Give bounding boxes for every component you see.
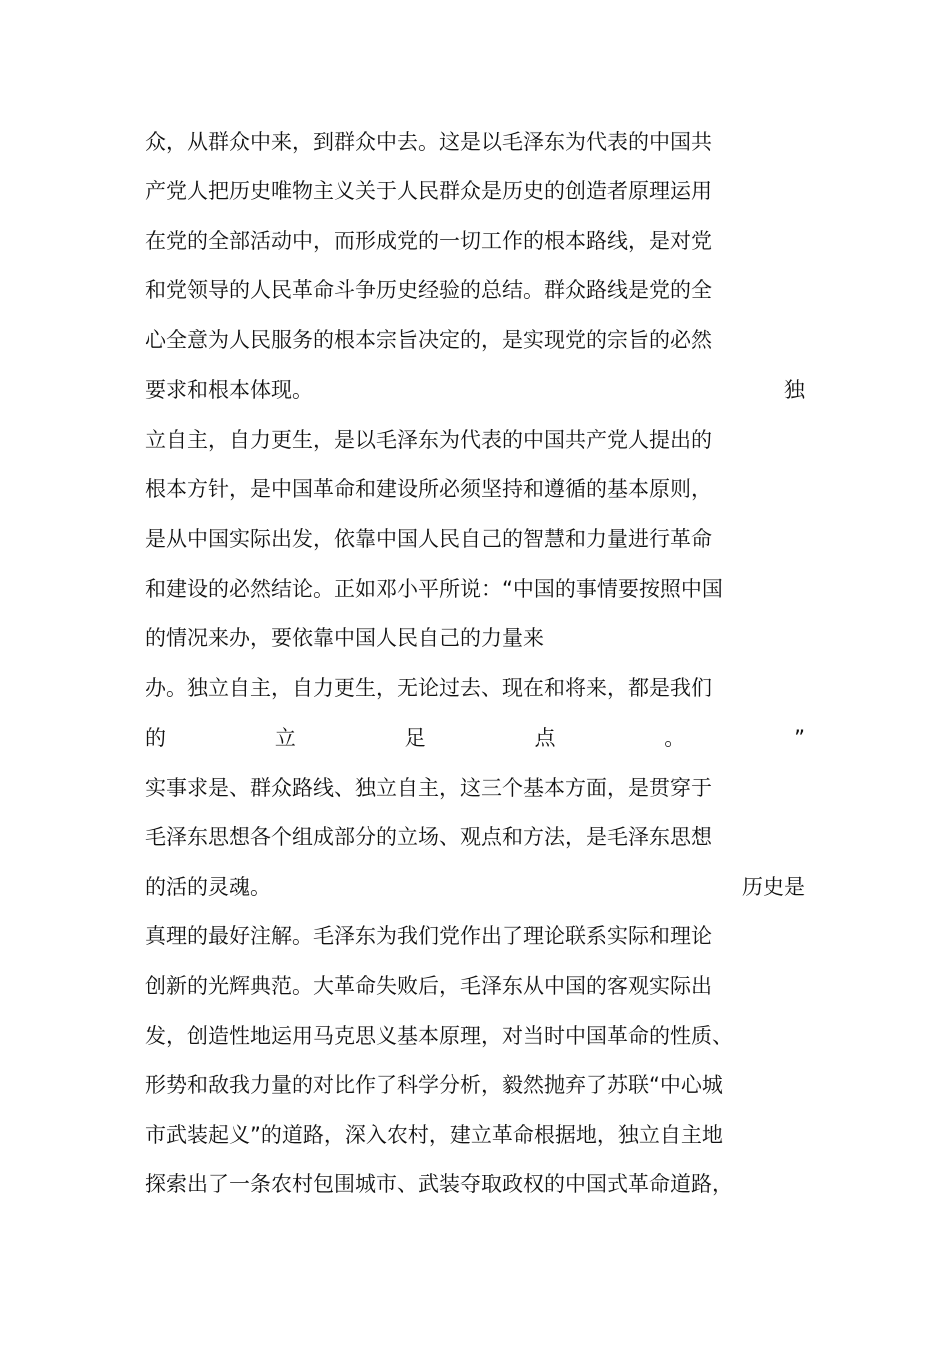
text-line: 的情况来办，要依靠中国人民自己的力量来 bbox=[145, 626, 544, 650]
text-line: 发，创造性地运用马克思义基本原理，对当时中国革命的性质、 bbox=[145, 1024, 733, 1048]
text-line: 众，从群众中来，到群众中去。这是以毛泽东为代表的中国共 bbox=[145, 130, 712, 154]
text-segment: ” bbox=[794, 726, 805, 750]
text-segment: 立 bbox=[274, 726, 296, 750]
text-segment: 要求和根本体现。 bbox=[145, 378, 313, 402]
text-line: 是从中国实际出发，依靠中国人民自己的智慧和力量进行革命 bbox=[145, 527, 712, 551]
text-line: 创新的光辉典范。大革命失败后，毛泽东从中国的客观实际出 bbox=[145, 974, 712, 998]
text-segment: 足 bbox=[404, 726, 426, 750]
text-line: 和建设的必然结论。正如邓小平所说：“中国的事情要按照中国 bbox=[145, 577, 723, 601]
text-line: 产党人把历史唯物主义关于人民群众是历史的创造者原理运用 bbox=[145, 179, 712, 203]
text-segment: 独 bbox=[784, 378, 805, 402]
text-line: 市武装起义”的道路，深入农村，建立革命根据地，独立自主地 bbox=[145, 1123, 723, 1147]
text-segment: 。 bbox=[664, 726, 686, 750]
text-line: 和党领导的人民革命斗争历史经验的总结。群众路线是党的全 bbox=[145, 278, 712, 302]
text-line: 探索出了一条农村包围城市、武装夺取政权的中国式革命道路， bbox=[145, 1172, 733, 1196]
text-line-justified bbox=[145, 373, 805, 407]
text-line-justified bbox=[145, 721, 805, 755]
text-line: 在党的全部活动中，而形成党的一切工作的根本路线，是对党 bbox=[145, 229, 712, 253]
text-line: 根本方针，是中国革命和建设所必须坚持和遵循的基本原则， bbox=[145, 477, 712, 501]
text-segment: 的活的灵魂。 bbox=[145, 875, 271, 899]
text-segment: 历史是 bbox=[742, 875, 805, 899]
text-segment: 点 bbox=[534, 726, 556, 750]
text-line: 立自主，自力更生，是以毛泽东为代表的中国共产党人提出的 bbox=[145, 428, 712, 452]
text-line-justified bbox=[145, 870, 805, 904]
text-line: 真理的最好注解。毛泽东为我们党作出了理论联系实际和理论 bbox=[145, 924, 712, 948]
text-line: 形势和敌我力量的对比作了科学分析，毅然抛弃了苏联“中心城 bbox=[145, 1073, 723, 1097]
text-line: 实事求是、群众路线、独立自主，这三个基本方面，是贯穿于 bbox=[145, 776, 712, 800]
text-line: 毛泽东思想各个组成部分的立场、观点和方法，是毛泽东思想 bbox=[145, 825, 712, 849]
text-segment: 的 bbox=[145, 726, 166, 750]
text-line: 心全意为人民服务的根本宗旨决定的，是实现党的宗旨的必然 bbox=[145, 328, 712, 352]
text-line: 办。独立自主，自力更生，无论过去、现在和将来，都是我们 bbox=[145, 676, 712, 700]
